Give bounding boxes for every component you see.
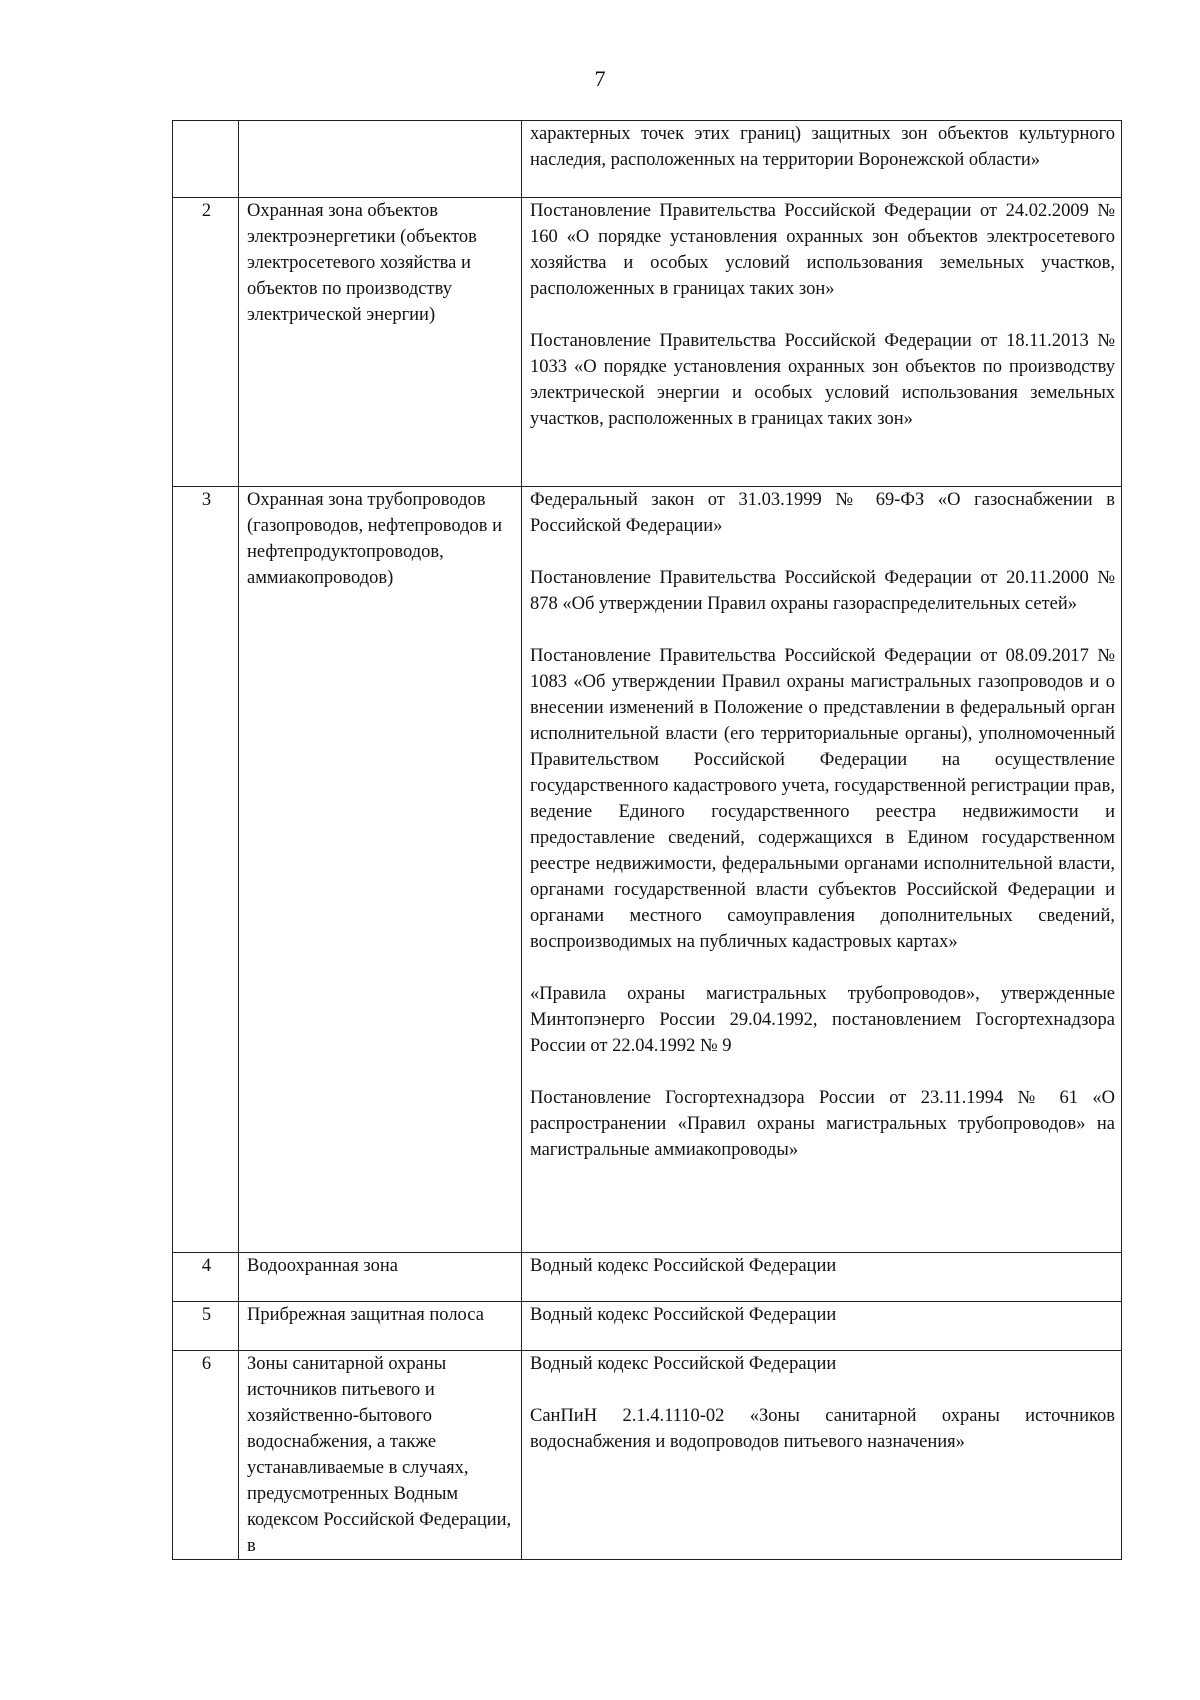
- document-entry: характерных точек этих границ) защитных зон объектов культурного наследия, расположенных на территории Воронежской области»: [530, 124, 1115, 170]
- zone-name-cell: Охранная зона объектов электроэнергетики (объектов электросетевого хозяйства и объектов по производству электрической энергии): [239, 198, 522, 487]
- zone-name-cell: Охранная зона трубопроводов (газопроводов, нефтепроводов и нефтепродуктопроводов, аммиакопроводов): [239, 487, 522, 1253]
- document-entry: Водный кодекс Российской Федерации: [530, 1354, 837, 1374]
- zones-table: [172, 120, 1122, 1560]
- row-number-cell: 2: [173, 198, 239, 487]
- table-row: [173, 198, 1122, 487]
- document-entry: Водный кодекс Российской Федерации: [530, 1305, 837, 1325]
- row-number-cell: [173, 121, 239, 198]
- document-entry: Постановление Правительства Российской Федерации от 18.11.2013 № 1033 «О порядке установления охранных зон объектов по производству электрической энергии и особых условий использования земельных участков, расположенных в границах таких зон»: [530, 331, 1115, 429]
- table-row: [173, 1351, 1122, 1560]
- row-number-cell: 4: [173, 1253, 239, 1302]
- documents-cell: [522, 121, 1122, 198]
- zone-name-cell: Водоохранная зона: [239, 1253, 522, 1302]
- zone-name-cell: Зоны санитарной охраны источников питьевого и хозяйственно-бытового водоснабжения, а также устанавливаемые в случаях, предусмотренных Водным кодексом Российской Федерации, в: [239, 1351, 522, 1560]
- document-entry: «Правила охраны магистральных трубопроводов», утвержденные Минтопэнерго России 29.04.1992, постановлением Госгортехнадзора России от 22.04.1992 № 9: [530, 984, 1115, 1056]
- document-entry: Федеральный закон от 31.03.1999 № 69-ФЗ «О газоснабжении в Российской Федерации»: [530, 490, 1115, 536]
- document-entry: Водный кодекс Российской Федерации: [530, 1256, 837, 1276]
- zone-name-cell: [239, 121, 522, 198]
- document-entry: Постановление Правительства Российской Федерации от 20.11.2000 № 878 «Об утверждении Правил охраны газораспределительных сетей»: [530, 568, 1115, 614]
- row-number-cell: 6: [173, 1351, 239, 1560]
- table-row: [173, 1302, 1122, 1351]
- page-number: 7: [594, 66, 606, 91]
- document-entry: Постановление Правительства Российской Федерации от 24.02.2009 № 160 «О порядке установления охранных зон объектов электросетевого хозяйства и особых условий использования земельных участков, расположенных в границах таких зон»: [530, 201, 1115, 299]
- document-entry: СанПиН 2.1.4.1110-02 «Зоны санитарной охраны источников водоснабжения и водопроводов питьевого назначения»: [530, 1406, 1115, 1452]
- row-number-cell: 5: [173, 1302, 239, 1351]
- document-entry: Постановление Госгортехнадзора России от 23.11.1994 № 61 «О распространении «Правил охраны магистральных трубопроводов» на магистральные аммиакопроводы»: [530, 1088, 1115, 1160]
- documents-cell: [522, 487, 1122, 1253]
- zone-name-cell: Прибрежная защитная полоса: [239, 1302, 522, 1351]
- documents-cell: [522, 198, 1122, 487]
- documents-cell: [522, 1253, 1122, 1302]
- document-entry: Постановление Правительства Российской Федерации от 08.09.2017 № 1083 «Об утверждении Правил охраны магистральных газопроводов и о внесении изменений в Положение о представлении в федеральный орган исполнительной власти (его территориальные органы), уполномоченный Правительством Российской Федерации на осуществление государственного кадастрового учета, государственной регистрации прав, ведение Единого государственного реестра недвижимости и предоставление сведений, содержащихся в Едином государственном реестре недвижимости, федеральными органами исполнительной власти, органами государственной власти субъектов Российской Федерации и органами местного самоуправления дополнительных сведений, воспроизводимых на публичных кадастровых картах»: [530, 646, 1115, 952]
- table-row: [173, 487, 1122, 1253]
- row-number-cell: 3: [173, 487, 239, 1253]
- documents-cell: [522, 1302, 1122, 1351]
- table-row: [173, 1253, 1122, 1302]
- table-row-continuation: [173, 121, 1122, 198]
- documents-cell: [522, 1351, 1122, 1560]
